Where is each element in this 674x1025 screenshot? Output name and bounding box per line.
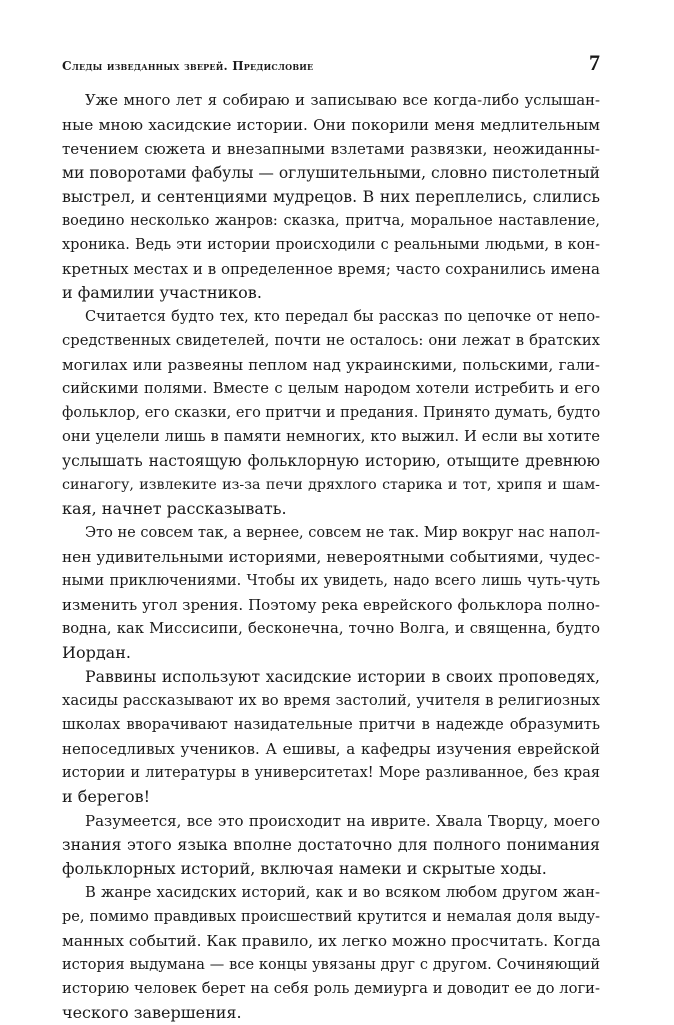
text-line: могилах или развеяны пеплом над украинскими, польскими, гали-: [62, 356, 600, 374]
text-line: Считается будто тех, кто передал бы рассказ по цепочке от непо-: [85, 309, 600, 325]
paragraph: [62, 665, 600, 809]
text-line: манных событий. Как правило, их легко можно просчитать. Когда: [62, 932, 601, 950]
text-line: и берегов!: [62, 787, 151, 806]
text-line: течением сюжета и внезапными взлетами развязки, неожиданны-: [62, 140, 600, 158]
text-line: хроника. Ведь эти истории происходили с реальными людьми, в кон-: [62, 237, 600, 253]
text-line: знания этого языка вполне достаточно для полного понимания: [62, 835, 600, 854]
text-line: ми поворотами фабулы — оглушительными, словно пистолетный: [62, 164, 600, 182]
paragraph: [62, 809, 600, 881]
page-header: [62, 50, 600, 78]
text-line: выстрел, и сентенциями мудрецов. В них переплелись, слились: [62, 187, 600, 206]
text-line: историю человек берет на себя роль демиурга и доводит ее до логи-: [62, 980, 600, 997]
text-line: синагогу, извлеките из-за печи дряхлого старика и тот, хрипя и шам-: [62, 477, 600, 493]
text-line: нен удивительными историями, невероятными событиями, чудес-: [62, 548, 600, 566]
text-line: Раввины используют хасидские истории в своих проповедях,: [85, 667, 600, 686]
text-line: истории и литературы в университетах! Море разливанное, без края: [62, 765, 600, 781]
text-line: ными приключениями. Чтобы их увидеть, надо всего лишь чуть-чуть: [62, 573, 600, 589]
text-line: ческого завершения.: [62, 1003, 242, 1022]
text-line: ные мною хасидские истории. Они покорили меня медлительным: [62, 116, 600, 134]
text-line: Это не совсем так, а вернее, совсем не так. Мир вокруг нас напол-: [85, 525, 600, 541]
text-line: школах вворачивают назидательные притчи в надежде образумить: [62, 716, 600, 733]
text-line: Иордан.: [62, 643, 131, 662]
text-line: непоседливых учеников. А ешивы, а кафедры изучения еврейской: [62, 740, 600, 758]
paragraph: [62, 881, 600, 1025]
paragraph: [62, 521, 600, 665]
text-line: услышать настоящую фольклорную историю, отыщите древнюю: [62, 452, 600, 470]
text-line: они уцелели лишь в памяти немногих, кто выжил. И если вы хотите: [62, 428, 600, 445]
text-line: и фамилии участников.: [62, 283, 262, 302]
text-line: Разумеется, все это происходит на иврите. Хвала Творцу, моего: [85, 812, 600, 830]
page-number: 7: [589, 50, 600, 75]
text-line: фольклорных историй, включая намеки и скрытые ходы.: [62, 859, 547, 878]
text-line: изменить угол зрения. Поэтому река еврейского фольклора полно-: [62, 596, 600, 614]
text-line: кая, начнет рассказывать.: [62, 499, 287, 518]
text-line: история выдумана — все концы увязаны друг с другом. Сочиняющий: [62, 957, 600, 973]
text-line: В жанре хасидских историй, как и во всяком любом другом жан-: [85, 884, 600, 901]
text-line: воедино несколько жанров: сказка, притча, моральное наставление,: [62, 213, 600, 229]
text-line: фольклор, его сказки, его притчи и предания. Принято думать, будто: [62, 405, 601, 421]
paragraph: [62, 89, 600, 305]
body-text: [62, 89, 600, 1025]
text-line: ре, помимо правдивых происшествий крутится и немалая доля выду-: [62, 909, 600, 925]
text-line: водна, как Миссисипи, бесконечна, точно Волга, и священна, будто: [62, 620, 600, 637]
text-line: средственных свидетелей, почти не осталось: они лежат в братских: [62, 332, 600, 349]
text-line: хасиды рассказывают их во время застолий, учителя в религиозных: [62, 692, 600, 709]
text-line: Уже много лет я собираю и записываю все когда-либо услышан-: [85, 92, 600, 109]
running-title: Следы изведанных зверей. Предисловие: [62, 59, 314, 73]
paragraph: [62, 305, 600, 521]
text-line: кретных местах и в определенное время; часто сохранились имена: [62, 260, 600, 278]
text-line: сийскими полями. Вместе с целым народом хотели истребить и его: [62, 380, 600, 397]
